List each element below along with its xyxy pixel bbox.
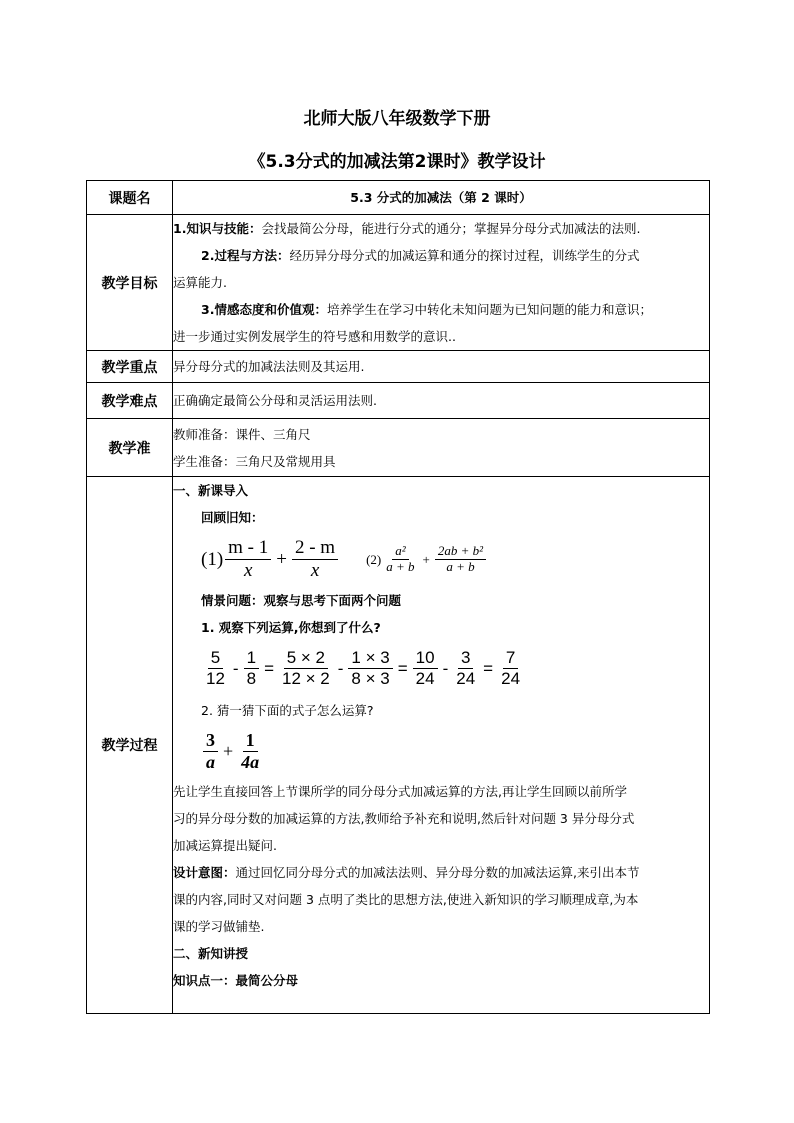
design-intent [173,859,709,886]
fraction [292,537,338,582]
denominator: 4a [241,751,260,772]
expression-2 [366,544,488,575]
numerator: 7 [503,648,518,669]
fraction [244,648,259,688]
fraction [203,730,218,772]
label-goals: 教学目标 [87,215,173,351]
denominator: 12 [206,668,225,688]
numerator: 10 [413,648,438,669]
label-focus: 教学重点 [87,351,173,383]
paragraph-line: 习的异分母分数的加减运算的方法,教师给予补充和说明,然后针对问题 3 异分母分式 [173,811,635,826]
denominator: 8 × 3 [351,668,390,688]
goal-3 [173,296,709,323]
denominator: 24 [501,668,521,688]
fraction [348,648,392,688]
denominator: x [310,559,320,581]
question-2: 2. 猜一猜下面的式子怎么运算? [201,703,374,718]
expression-1 [201,537,340,582]
operator: + [422,551,430,567]
numerator: m - 1 [225,537,271,560]
fraction [279,648,333,688]
goal-1-heading: 1.知识与技能： [173,221,262,236]
design-intent-text: 通过回忆同分母分式的加减法法则、异分母分数的加减法运算,来引出本节 [235,865,640,880]
denominator: a + b [446,558,475,574]
paragraph-line: 课的学习做铺垫. [173,919,265,934]
goals-content [173,215,710,351]
numerator: 3 [458,648,473,669]
section-new-knowledge-heading: 二、新知讲授 [173,946,249,961]
paragraph-line: 加减运算提出疑问. [173,838,277,853]
process-content [173,477,710,1014]
fraction [413,648,438,688]
denominator: 8 [246,668,257,688]
fraction [383,544,417,575]
focus-value: 异分母分式的加减法法则及其运用. [173,351,710,383]
denominator: a [206,751,215,772]
goal-2-cont: 运算能力. [173,275,227,290]
scenario-heading: 情景问题：观察与思考下面两个问题 [201,593,402,608]
fraction [225,537,271,582]
goal-2-text: 经历异分母分式的加减运算和通分的探讨过程，训练学生的分式 [289,248,640,263]
denominator: 12 × 2 [282,668,330,688]
table-row-focus [87,351,710,383]
table-row-process [87,477,710,1014]
guess-expression [173,724,709,778]
label-difficulty: 教学难点 [87,383,173,419]
expression-2-index: (2) [366,551,382,567]
denominator: 24 [415,668,435,688]
operator: - [232,658,239,678]
fraction [238,730,262,772]
design-intent-heading: 设计意图： [173,865,236,880]
numerator: 2 - m [292,537,338,560]
topic-value: 5.3 分式的加减法（第 2 课时） [173,181,710,215]
equals-sign: = [397,658,408,678]
fraction [435,544,486,575]
prep-content [173,419,710,477]
label-process: 教学过程 [87,477,173,1014]
goal-3-cont: 进一步通过实例发展学生的符号感和用数学的意识.. [173,329,456,344]
numerator: a² [392,544,408,560]
prep-teacher: 教师准备：课件、三角尺 [173,426,311,442]
table-row-goals [87,215,710,351]
review-heading: 回顾旧知： [201,510,264,525]
observation-equation [173,641,709,695]
denominator: a + b [386,558,415,574]
difficulty-value: 正确确定最简公分母和灵活运用法则. [173,383,710,419]
denominator: x [243,559,253,581]
operator: + [223,740,234,761]
numerator: 1 [243,730,258,752]
goal-2-heading: 2.过程与方法： [201,248,290,263]
numerator: 2ab + b² [435,544,486,560]
numerator: 1 × 3 [348,648,392,669]
knowledge-point-1: 知识点一：最简公分母 [173,973,299,988]
denominator: 24 [456,668,476,688]
goal-1 [173,215,709,242]
paragraph-line: 先让学生直接回答上节课所学的同分母分式加减运算的方法,再让学生回顾以前所学 [173,784,627,799]
fraction [203,648,228,688]
paragraph-line: 课的内容,同时又对问题 3 点明了类比的思想方法,使进入新知识的学习顺理成章,为本 [173,892,639,907]
fraction [453,648,478,688]
review-expressions [173,531,709,587]
equals-sign: = [483,658,494,678]
goal-2 [173,242,709,269]
section-intro-heading: 一、新课导入 [173,483,249,498]
equals-sign: = [264,658,274,678]
fraction [498,648,523,688]
numerator: 5 × 2 [284,648,328,669]
expression-1-index: (1) [201,548,224,570]
numerator: 1 [244,648,259,669]
operator: - [337,658,344,678]
operator: + [276,548,287,570]
table-row-difficulty [87,383,710,419]
operator: - [442,658,449,678]
numerator: 5 [208,648,223,669]
label-topic: 课题名 [87,181,173,215]
table-row-prep [87,419,710,477]
document-title-line1: 北师大版八年级数学下册 [303,109,491,129]
lesson-plan-table [86,180,710,1014]
prep-student: 学生准备：三角尺及常规用具 [173,453,336,469]
label-prep: 教学准 [87,419,173,477]
question-1: 1. 观察下列运算,你想到了什么? [201,620,381,635]
numerator: 3 [203,730,218,752]
goal-3-heading: 3.情感态度和价值观： [201,302,327,317]
document-title-line2: 《5.3分式的加减法第2课时》教学设计 [248,152,546,172]
goal-3-text: 培养学生在学习中转化未知问题为已知问题的能力和意识； [326,302,652,317]
goal-1-text: 会找最简公分母，能进行分式的通分；掌握异分母分式加减法的法则. [261,221,641,236]
table-row-topic [87,181,710,215]
